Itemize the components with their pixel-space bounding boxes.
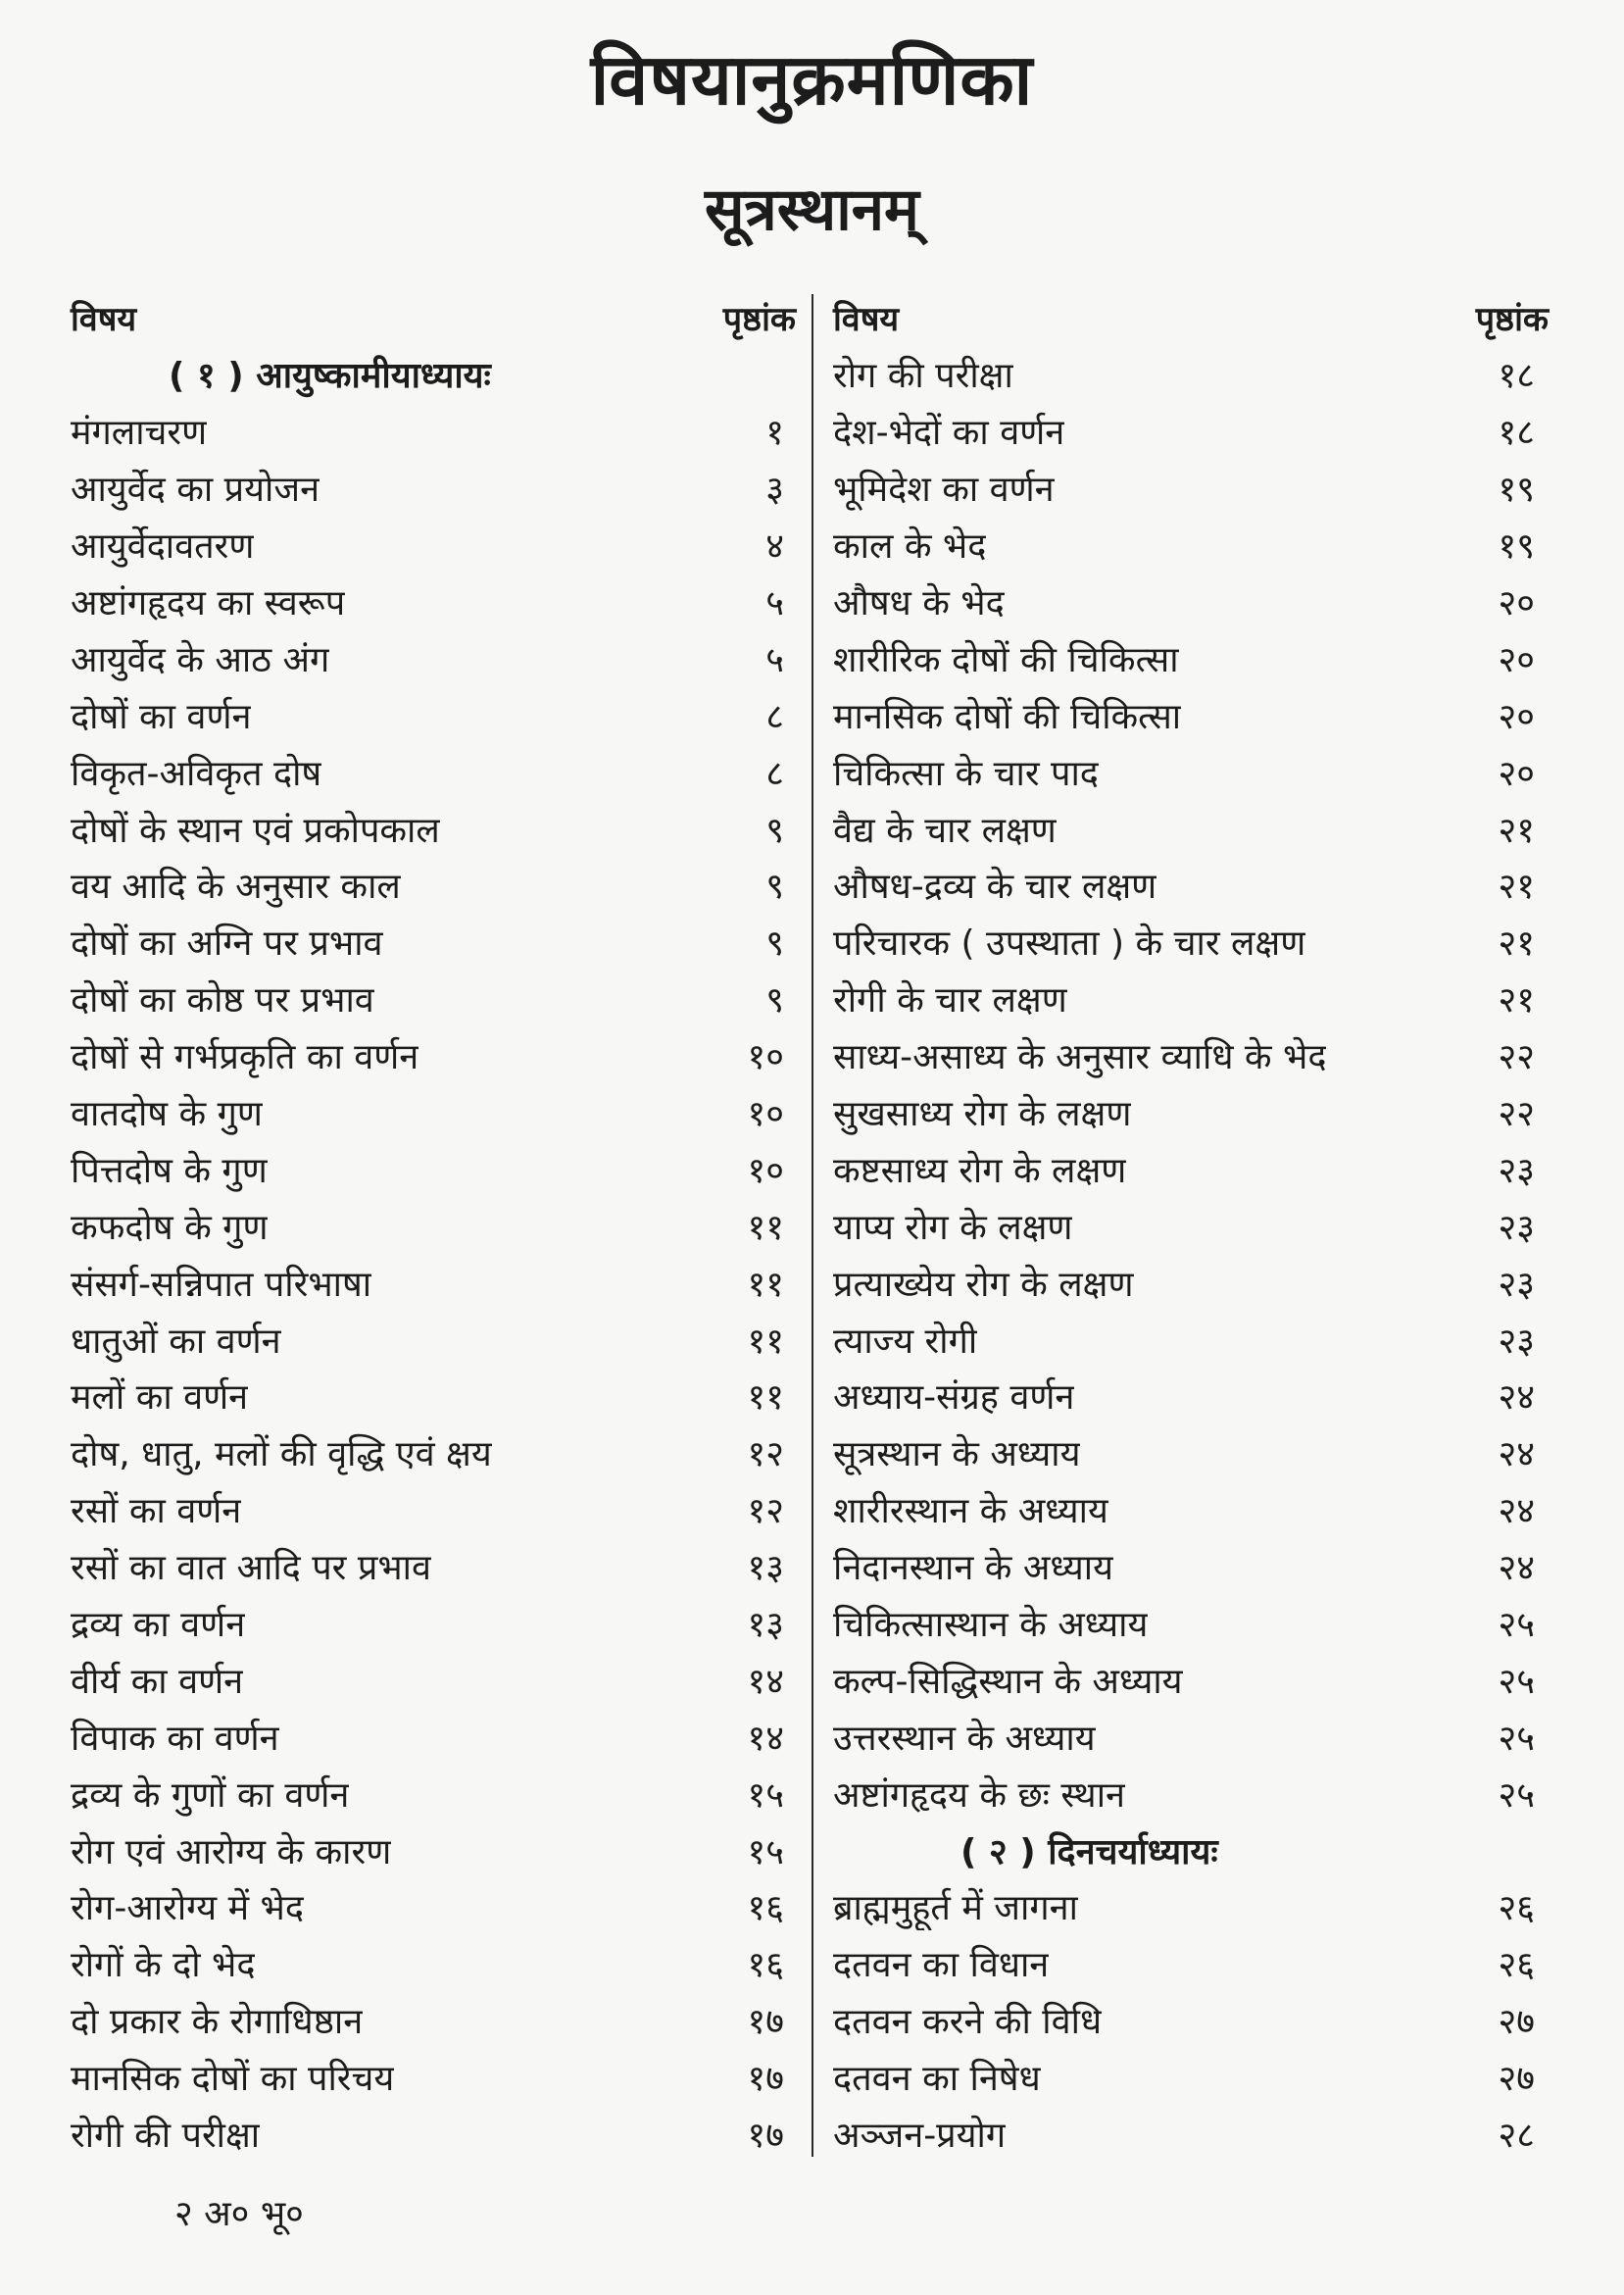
toc-entry bbox=[71, 1821, 796, 1878]
toc-page-number: १६ bbox=[747, 1945, 784, 1986]
toc-entry bbox=[833, 2106, 1549, 2163]
toc-topic: वय आदि के अनुसार काल bbox=[71, 867, 401, 908]
toc-entry bbox=[833, 1481, 1549, 1538]
toc-column-right bbox=[833, 289, 1549, 2163]
toc-page-number: २४ bbox=[1498, 1491, 1535, 1532]
toc-page-number: ८ bbox=[765, 753, 784, 794]
toc-entry bbox=[71, 1878, 796, 1935]
toc-page-number: १७ bbox=[747, 2002, 784, 2043]
toc-topic: रसों का वात आदि पर प्रभाव bbox=[71, 1548, 431, 1589]
toc-entry bbox=[71, 1140, 796, 1197]
toc-topic: दोषों के स्थान एवं प्रकोपकाल bbox=[71, 810, 440, 851]
toc-entry bbox=[71, 1197, 796, 1254]
toc-page-number: ९ bbox=[765, 980, 784, 1022]
toc-page-number: १३ bbox=[747, 1605, 784, 1646]
toc-topic: रसों का वर्णन bbox=[71, 1491, 242, 1532]
toc-page-number: १० bbox=[747, 1094, 784, 1135]
toc-topic: त्याज्य रोगी bbox=[833, 1321, 978, 1362]
toc-page-number: २२ bbox=[1498, 1037, 1535, 1078]
toc-page-number: १५ bbox=[747, 1831, 784, 1872]
toc-entry bbox=[833, 1992, 1549, 2049]
page-footer-signature: २ अ० भू० bbox=[174, 2194, 304, 2234]
toc-page-number: २३ bbox=[1498, 1207, 1535, 1248]
toc-topic: वैद्य के चार लक्षण bbox=[833, 810, 1057, 851]
toc-entry bbox=[71, 1027, 796, 1084]
toc-topic: आयुर्वेद के आठ अंग bbox=[71, 639, 330, 680]
toc-page-number: २१ bbox=[1498, 980, 1535, 1022]
toc-entry bbox=[833, 1424, 1549, 1481]
toc-page-number: २४ bbox=[1498, 1548, 1535, 1589]
toc-entry bbox=[71, 914, 796, 971]
toc-page-number: ११ bbox=[747, 1377, 784, 1419]
toc-page-number: २१ bbox=[1498, 867, 1535, 908]
toc-entry bbox=[833, 857, 1549, 914]
section-title: सूत्रस्थानम् bbox=[705, 175, 919, 244]
page-header: पृष्ठांक bbox=[722, 300, 796, 339]
toc-page-number: १८ bbox=[1498, 413, 1535, 454]
toc-entry bbox=[71, 460, 796, 517]
toc-page-number: ५ bbox=[765, 583, 784, 624]
toc-entry bbox=[833, 1084, 1549, 1141]
toc-entry bbox=[833, 686, 1549, 743]
toc-topic: चिकित्सास्थान के अध्याय bbox=[833, 1605, 1149, 1646]
toc-page-number: २० bbox=[1498, 753, 1535, 794]
toc-column-left bbox=[71, 289, 796, 2163]
toc-entry bbox=[833, 2049, 1549, 2106]
toc-entry bbox=[71, 1992, 796, 2049]
toc-page-number: २३ bbox=[1498, 1321, 1535, 1362]
toc-topic: वीर्य का वर्णन bbox=[71, 1661, 244, 1702]
toc-page-number: १७ bbox=[747, 2059, 784, 2100]
toc-topic: रोग एवं आरोग्य के कारण bbox=[71, 1831, 392, 1872]
toc-entry bbox=[71, 2049, 796, 2106]
toc-entry bbox=[71, 1254, 796, 1311]
toc-page-number: ३ bbox=[765, 470, 784, 511]
toc-topic: दो प्रकार के रोगाधिष्ठान bbox=[71, 2002, 364, 2043]
toc-topic: कष्टसाध्य रोग के लक्षण bbox=[833, 1150, 1127, 1191]
toc-entry bbox=[71, 857, 796, 914]
toc-page-number: २८ bbox=[1498, 2116, 1535, 2157]
toc-topic: औषध-द्रव्य के चार लक्षण bbox=[833, 867, 1157, 908]
toc-page-number: २७ bbox=[1498, 2002, 1535, 2043]
toc-page-number: १० bbox=[747, 1150, 784, 1191]
toc-entry bbox=[833, 800, 1549, 857]
toc-page-number: १२ bbox=[747, 1434, 784, 1475]
toc-entry bbox=[833, 1595, 1549, 1652]
toc-page-number: ९ bbox=[765, 810, 784, 851]
column-header bbox=[71, 289, 796, 346]
toc-entry bbox=[71, 1935, 796, 1992]
toc-topic: मानसिक दोषों की चिकित्सा bbox=[833, 696, 1182, 737]
topic-header: विषय bbox=[71, 300, 137, 339]
toc-page-number: १३ bbox=[747, 1548, 784, 1589]
toc-entry bbox=[71, 574, 796, 630]
toc-entry bbox=[71, 1651, 796, 1708]
toc-topic: द्रव्य का वर्णन bbox=[71, 1605, 246, 1646]
toc-topic: मलों का वर्णन bbox=[71, 1377, 249, 1419]
toc-page-number: ५ bbox=[765, 639, 784, 680]
toc-topic: मंगलाचरण bbox=[71, 413, 208, 454]
toc-topic: सूत्रस्थान के अध्याय bbox=[833, 1434, 1081, 1475]
toc-entry bbox=[833, 1027, 1549, 1084]
toc-entry bbox=[71, 1481, 796, 1538]
toc-topic: दोषों का अग्नि पर प्रभाव bbox=[71, 923, 383, 965]
toc-entry bbox=[833, 914, 1549, 971]
toc-page-number: २२ bbox=[1498, 1094, 1535, 1135]
toc-topic: विपाक का वर्णन bbox=[71, 1718, 279, 1759]
toc-entry bbox=[71, 686, 796, 743]
toc-page-number: २५ bbox=[1498, 1605, 1535, 1646]
page-title: विषयानुक्रमणिका bbox=[590, 38, 1034, 121]
toc-entry bbox=[71, 629, 796, 686]
toc-topic: दोष, धातु, मलों की वृद्धि एवं क्षय bbox=[71, 1434, 492, 1475]
column-header bbox=[833, 289, 1549, 346]
toc-page-number: ११ bbox=[747, 1207, 784, 1248]
toc-page-number: २५ bbox=[1498, 1774, 1535, 1816]
chapter-heading: ( २ ) दिनचर्याध्यायः bbox=[960, 1831, 1218, 1872]
toc-page-number: २६ bbox=[1498, 1945, 1535, 1986]
toc-entry bbox=[71, 800, 796, 857]
toc-topic: प्रत्याख्येय रोग के लक्षण bbox=[833, 1264, 1134, 1305]
toc-topic: रोगों के दो भेद bbox=[71, 1945, 256, 1986]
toc-topic: दोषों से गर्भप्रकृति का वर्णन bbox=[71, 1037, 419, 1078]
toc-topic: परिचारक ( उपस्थाता ) के चार लक्षण bbox=[833, 923, 1306, 965]
toc-page-number: १२ bbox=[747, 1491, 784, 1532]
toc-page-number: ४ bbox=[765, 526, 784, 568]
toc-topic: दतवन करने की विधि bbox=[833, 2002, 1103, 2043]
toc-entry bbox=[833, 346, 1549, 403]
toc-page-number: १९ bbox=[1498, 470, 1535, 511]
toc-topic: वातदोष के गुण bbox=[71, 1094, 263, 1135]
toc-entry bbox=[833, 460, 1549, 517]
toc-topic: संसर्ग-सन्निपात परिभाषा bbox=[71, 1264, 372, 1305]
toc-topic: पित्तदोष के गुण bbox=[71, 1150, 268, 1191]
toc-page-number: १४ bbox=[747, 1718, 784, 1759]
toc-topic: शारीरस्थान के अध्याय bbox=[833, 1491, 1108, 1532]
toc-topic: ब्राह्ममुहूर्त में जागना bbox=[833, 1888, 1078, 1929]
toc-entry bbox=[71, 1708, 796, 1765]
toc-topic: कफदोष के गुण bbox=[71, 1207, 269, 1248]
toc-page-number: ९ bbox=[765, 923, 784, 965]
toc-entry bbox=[833, 517, 1549, 574]
toc-topic: रोग की परीक्षा bbox=[833, 356, 1013, 397]
toc-page-number: २५ bbox=[1498, 1718, 1535, 1759]
toc-page-number: ९ bbox=[765, 867, 784, 908]
toc-entry bbox=[833, 1538, 1549, 1595]
toc-page-number: १० bbox=[747, 1037, 784, 1078]
toc-topic: अध्याय-संग्रह वर्णन bbox=[833, 1377, 1075, 1419]
toc-topic: रोगी की परीक्षा bbox=[71, 2116, 261, 2157]
toc-page-number: २५ bbox=[1498, 1661, 1535, 1702]
toc-topic: आयुर्वेदावतरण bbox=[71, 526, 255, 568]
toc-entry bbox=[833, 743, 1549, 800]
toc-page-number: २१ bbox=[1498, 923, 1535, 965]
toc-entry bbox=[833, 1140, 1549, 1197]
toc-topic: देश-भेदों का वर्णन bbox=[833, 413, 1065, 454]
toc-topic: अञ्जन-प्रयोग bbox=[833, 2116, 1007, 2157]
toc-page-number: ११ bbox=[747, 1264, 784, 1305]
toc-entry bbox=[71, 743, 796, 800]
toc-topic: आयुर्वेद का प्रयोजन bbox=[71, 470, 320, 511]
toc-entry bbox=[833, 1651, 1549, 1708]
toc-page-number: १ bbox=[765, 413, 784, 454]
toc-page-number: २३ bbox=[1498, 1150, 1535, 1191]
toc-topic: रोग-आरोग्य में भेद bbox=[71, 1888, 304, 1929]
toc-topic: शारीरिक दोषों की चिकित्सा bbox=[833, 639, 1179, 680]
toc-entry bbox=[833, 1254, 1549, 1311]
toc-topic: साध्य-असाध्य के अनुसार व्याधि के भेद bbox=[833, 1037, 1327, 1078]
toc-page-number: १७ bbox=[747, 2116, 784, 2157]
toc-page-number: ८ bbox=[765, 696, 784, 737]
toc-topic: निदानस्थान के अध्याय bbox=[833, 1548, 1113, 1589]
toc-page-number: २६ bbox=[1498, 1888, 1535, 1929]
toc-topic: भूमिदेश का वर्णन bbox=[833, 470, 1055, 511]
toc-topic: अष्टांगहृदय का स्वरूप bbox=[71, 583, 346, 624]
toc-page-number: १४ bbox=[747, 1661, 784, 1702]
toc-page-number: २४ bbox=[1498, 1377, 1535, 1419]
toc-entry bbox=[833, 1878, 1549, 1935]
toc-topic: कल्प-सिद्धिस्थान के अध्याय bbox=[833, 1661, 1183, 1702]
toc-topic: काल के भेद bbox=[833, 526, 987, 568]
toc-topic: दोषों का कोष्ठ पर प्रभाव bbox=[71, 980, 374, 1022]
toc-entry bbox=[71, 1595, 796, 1652]
toc-entry bbox=[833, 403, 1549, 460]
chapter-heading: ( १ ) आयुष्कामीयाध्यायः bbox=[169, 356, 491, 397]
toc-entry bbox=[71, 1311, 796, 1368]
toc-page-number: २४ bbox=[1498, 1434, 1535, 1475]
toc-entry bbox=[833, 1197, 1549, 1254]
toc-page-number: १८ bbox=[1498, 356, 1535, 397]
toc-topic: धातुओं का वर्णन bbox=[71, 1321, 281, 1362]
toc-topic: चिकित्सा के चार पाद bbox=[833, 753, 1099, 794]
toc-topic: उत्तरस्थान के अध्याय bbox=[833, 1718, 1096, 1759]
toc-page-number: २० bbox=[1498, 696, 1535, 737]
toc-entry bbox=[71, 1765, 796, 1821]
toc-entry bbox=[833, 1935, 1549, 1992]
toc-topic: अष्टांगहृदय के छः स्थान bbox=[833, 1774, 1125, 1816]
topic-header: विषय bbox=[833, 300, 900, 339]
toc-page-number: २१ bbox=[1498, 810, 1535, 851]
toc-entry bbox=[71, 1538, 796, 1595]
toc-page-number: २० bbox=[1498, 639, 1535, 680]
toc-page-number: २३ bbox=[1498, 1264, 1535, 1305]
toc-entry bbox=[71, 517, 796, 574]
toc-topic: सुखसाध्य रोग के लक्षण bbox=[833, 1094, 1132, 1135]
toc-entry bbox=[833, 971, 1549, 1027]
toc-entry bbox=[833, 1311, 1549, 1368]
toc-entry bbox=[833, 1368, 1549, 1424]
toc-entry bbox=[833, 1765, 1549, 1821]
toc-page-number: १९ bbox=[1498, 526, 1535, 568]
toc-topic: याप्य रोग के लक्षण bbox=[833, 1207, 1073, 1248]
toc-topic: रोगी के चार लक्षण bbox=[833, 980, 1067, 1022]
toc-entry bbox=[71, 2106, 796, 2163]
toc-topic: विकृत-अविकृत दोष bbox=[71, 753, 322, 794]
toc-page-number: १५ bbox=[747, 1774, 784, 1816]
toc-entry bbox=[71, 1084, 796, 1141]
toc-entry bbox=[71, 1368, 796, 1424]
toc-entry bbox=[833, 1708, 1549, 1765]
toc-page-number: ११ bbox=[747, 1321, 784, 1362]
column-divider bbox=[812, 294, 813, 2157]
toc-topic: द्रव्य के गुणों का वर्णन bbox=[71, 1774, 350, 1816]
toc-topic: दतवन का विधान bbox=[833, 1945, 1050, 1986]
page-header: पृष्ठांक bbox=[1475, 300, 1549, 339]
toc-entry bbox=[71, 403, 796, 460]
toc-page-number: २७ bbox=[1498, 2059, 1535, 2100]
toc-page-number: १६ bbox=[747, 1888, 784, 1929]
toc-topic: औषध के भेद bbox=[833, 583, 1005, 624]
toc-topic: दतवन का निषेध bbox=[833, 2059, 1041, 2100]
toc-page-number: २० bbox=[1498, 583, 1535, 624]
toc-entry bbox=[833, 574, 1549, 630]
toc-topic: मानसिक दोषों का परिचय bbox=[71, 2059, 395, 2100]
toc-topic: दोषों का वर्णन bbox=[71, 696, 252, 737]
toc-entry bbox=[833, 629, 1549, 686]
toc-entry bbox=[71, 971, 796, 1027]
toc-entry bbox=[71, 1424, 796, 1481]
